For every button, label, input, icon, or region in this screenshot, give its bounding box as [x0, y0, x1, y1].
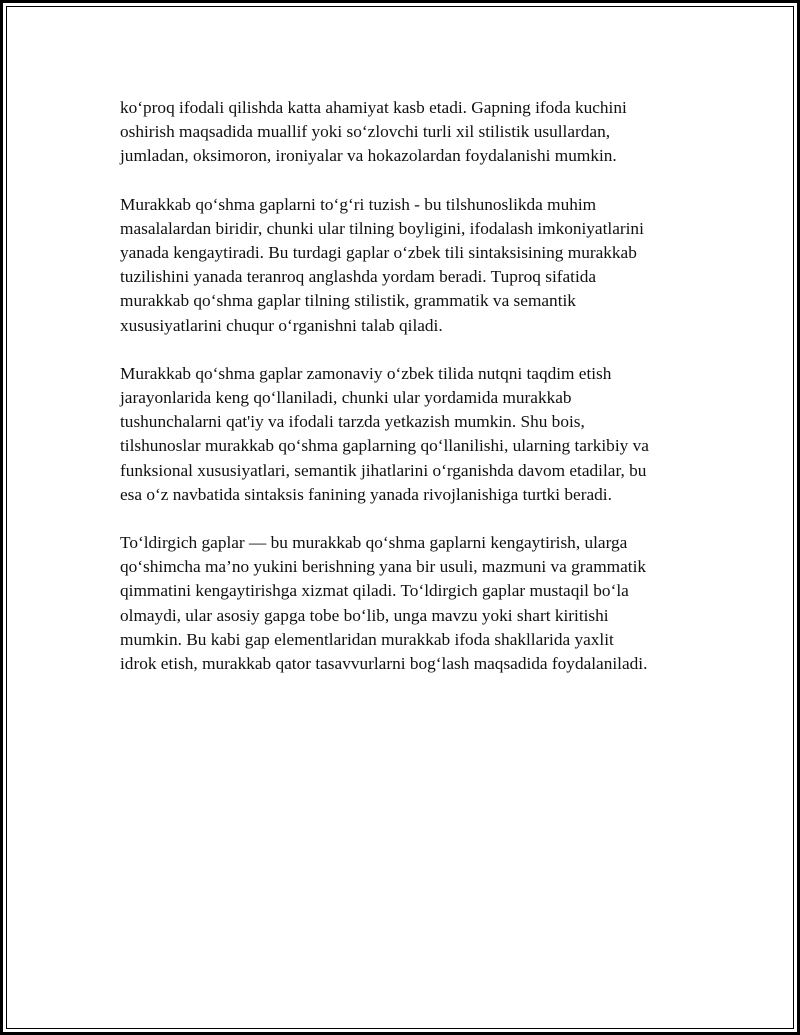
- paragraph-3: [120, 362, 700, 507]
- paragraph-4: [120, 531, 700, 676]
- text-line: funksional xususiyatlari, semantik jihatlarini o‘rganishda davom etadilar, bu: [120, 460, 647, 480]
- text-line: jumladan, oksimoron, ironiyalar va hokazolardan foydalanishi mumkin.: [120, 146, 617, 166]
- text-line: qimmatini kengaytirishga xizmat qiladi. To‘ldirgich gaplar mustaqil bo‘la: [120, 581, 629, 601]
- text-line: idrok etish, murakkab qator tasavvurlarni bog‘lash maqsadida foydalaniladi.: [120, 654, 648, 674]
- paragraph-2: [120, 193, 700, 338]
- text-line: olmaydi, ular asosiy gapga tobe bo‘lib, unga mavzu yoki shart kiritishi: [120, 605, 609, 625]
- text-line: tushunchalarni qat'iy va ifodali tarzda yetkazish mumkin. Shu bois,: [120, 412, 585, 432]
- text-line: jarayonlarida keng qo‘llaniladi, chunki ular yordamida murakkab: [120, 388, 572, 408]
- text-line: mumkin. Bu kabi gap elementlaridan murakkab ifoda shakllarida yaxlit: [120, 629, 614, 649]
- document-body: [120, 96, 700, 700]
- text-line: tilshunoslar murakkab qo‘shma gaplarning qo‘llanilishi, ularning tarkibiy va: [120, 436, 649, 456]
- text-line: murakkab qo‘shma gaplar tilning stilistik, grammatik va semantik: [120, 291, 576, 311]
- text-line: yanada kengaytiradi. Bu turdagi gaplar o‘zbek tili sintaksisining murakkab: [120, 243, 637, 263]
- text-line: To‘ldirgich gaplar — bu murakkab qo‘shma gaplarni kengaytirish, ularga: [120, 533, 628, 553]
- text-line: oshirish maqsadida muallif yoki so‘zlovchi turli xil stilistik usullardan,: [120, 122, 611, 142]
- text-line: Murakkab qo‘shma gaplarni to‘g‘ri tuzish - bu tilshunoslikda muhim: [120, 194, 597, 214]
- text-line: qo‘shimcha ma’no yukini berishning yana bir usuli, mazmuni va grammatik: [120, 557, 647, 577]
- text-line: masalalardan biridir, chunki ular tilning boyligini, ifodalash imkoniyatlarini: [120, 218, 644, 238]
- paragraph-1: [120, 96, 700, 169]
- text-line: xususiyatlarini chuqur o‘rganishni talab qiladi.: [120, 315, 443, 335]
- text-line: esa o‘z navbatida sintaksis fanining yanada rivojlanishiga turtki beradi.: [120, 484, 612, 504]
- text-line: tuzilishini yanada teranroq anglashda yordam beradi. Tuproq sifatida: [120, 267, 597, 287]
- text-line: ko‘proq ifodali qilishda katta ahamiyat kasb etadi. Gapning ifoda kuchini: [120, 98, 627, 117]
- text-line: Murakkab qo‘shma gaplar zamonaviy o‘zbek tilida nutqni taqdim etish: [120, 363, 612, 383]
